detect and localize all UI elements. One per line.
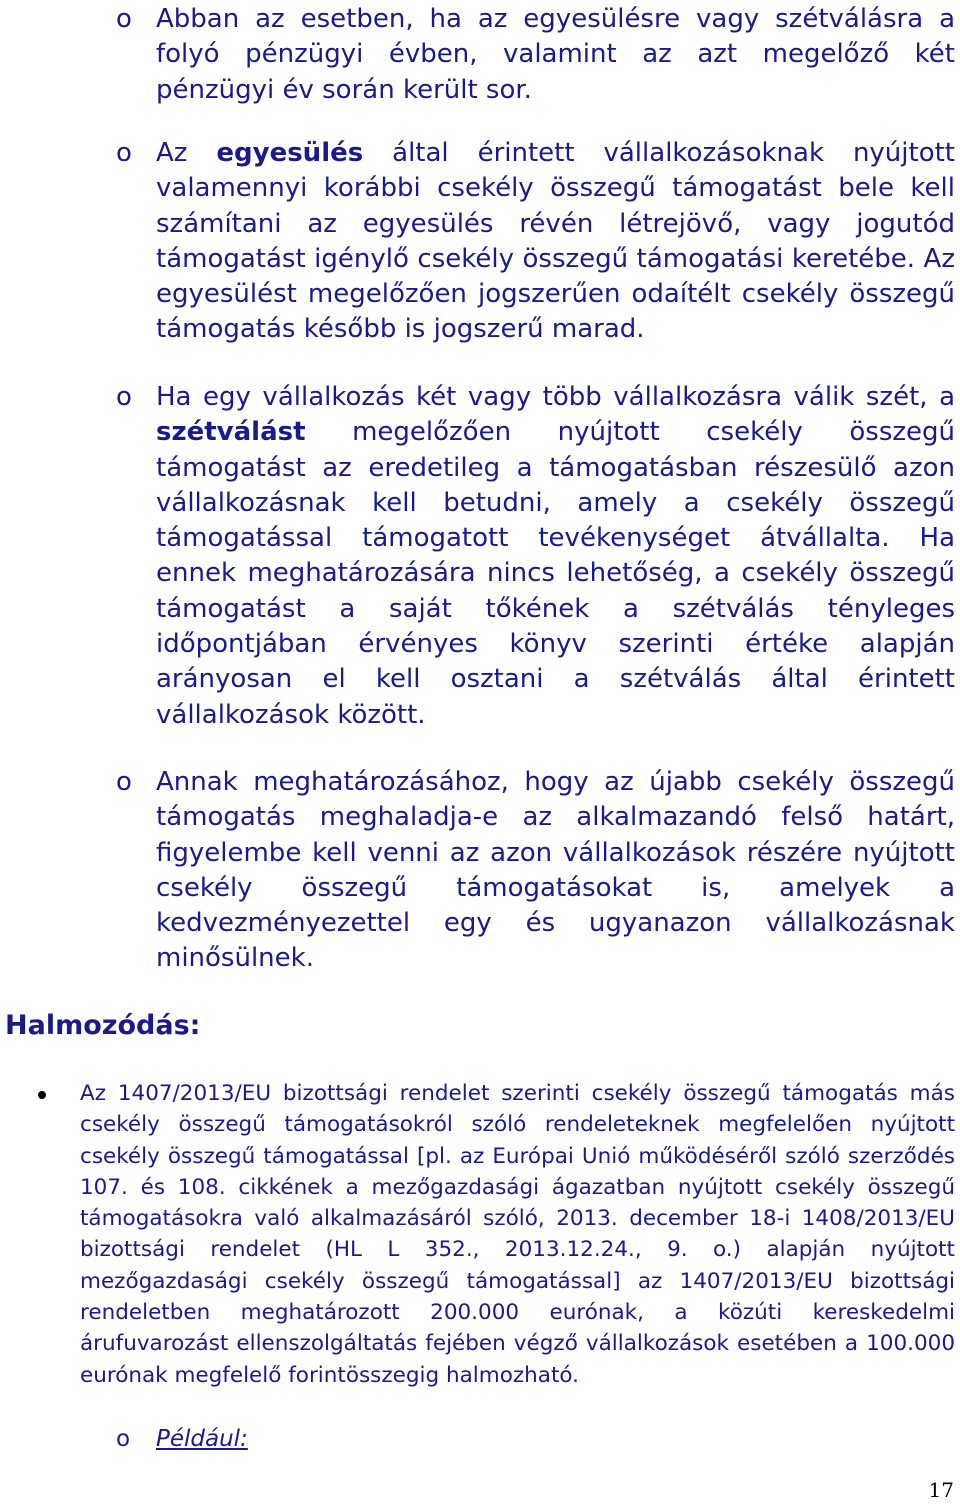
list-marker: o xyxy=(116,767,132,797)
list-item-text: Abban az esetben, ha az egyesülésre vagy szétválásra a folyó pénzügyi évben, valamint az azt megelőző két pénzügyi év során került sor. xyxy=(156,4,955,105)
list-marker: o xyxy=(116,1426,131,1452)
list-item-text xyxy=(156,136,955,348)
list-item-text: Annak meghatározásához, hogy az újabb csekély összegű támogatás meghaladja-e az alkalmazandó felső határt, figyelembe kell venni az azon vállalkozások részére nyújtott csekély összegű támogatásokat is, amelyek a kedvezményezettel egy és ugyanazon vállalkozásnak minősülnek. xyxy=(156,767,955,974)
section-heading: Halmozódás: xyxy=(5,1010,201,1041)
list-marker: o xyxy=(116,4,132,34)
list-item-text-rest: megelőzően nyújtott csekély összegű támogatást az eredetileg a támogatásban részesülő azon vállalkozásnak kell betudni, amely a csekély összegű támogatással támogatott tevékenységet átvállalta. Ha ennek meghatározására nincs lehetőség, a csekély összegű támogatást a saját tőkének a szétválás tényleges időpontjában érvényes könyv szerinti értéke alapján arányosan el kell osztani a szétválás által érintett vállalkozások között. xyxy=(156,417,955,730)
example-label: Például: xyxy=(156,1426,248,1452)
list-item-text-rest: által érintett vállalkozásoknak nyújtott valamennyi korábbi csekély összegű támogatást bele kell számítani az egyesülés révén létrejövő, vagy jogutód támogatást igénylő csekély összegű támogatási keretébe. Az egyesülést megelőzően jogszerűen odaítélt csekély összegű támogatás később is jogszerű marad. xyxy=(156,138,956,345)
bullet-dot-icon xyxy=(38,1091,46,1099)
list-item-text xyxy=(156,380,955,733)
page-number: 17 xyxy=(928,1478,954,1502)
list-item-text-start: Az xyxy=(156,138,217,168)
bold-term: egyesülés xyxy=(216,138,364,168)
bullet-text: Az 1407/2013/EU bizottsági rendelet szerinti csekély összegű támogatás más csekély összegű támogatásokról szóló rendeleteknek megfelelően nyújtott csekély összegű támogatással [pl. az Európai Unió működéséről szóló szerződés 107. és 108. cikkének a mezőgazdasági ágazatban nyújtott csekély összegű támogatásokra való alkalmazásáról szóló, 2013. december 18-i 1408/2013/EU bizottsági rendelet (HL L 352., 2013.12.24., 9. o.) alapján nyújtott mezőgazdasági csekély összegű támogatással] az 1407/2013/EU bizottsági rendeletben meghatározott 200.000 eurónak, a közúti kereskedelmi árufuvarozást ellenszolgáltatás fejében végző vállalkozások esetében a 100.000 eurónak megfelelő forintösszegig halmozható. xyxy=(80,1081,955,1388)
list-marker: o xyxy=(116,382,132,412)
list-marker: o xyxy=(116,138,132,168)
list-item-text-start: Ha egy vállalkozás két vagy több vállalkozásra válik szét, a xyxy=(156,382,955,412)
bold-term: szétválást xyxy=(156,417,306,448)
